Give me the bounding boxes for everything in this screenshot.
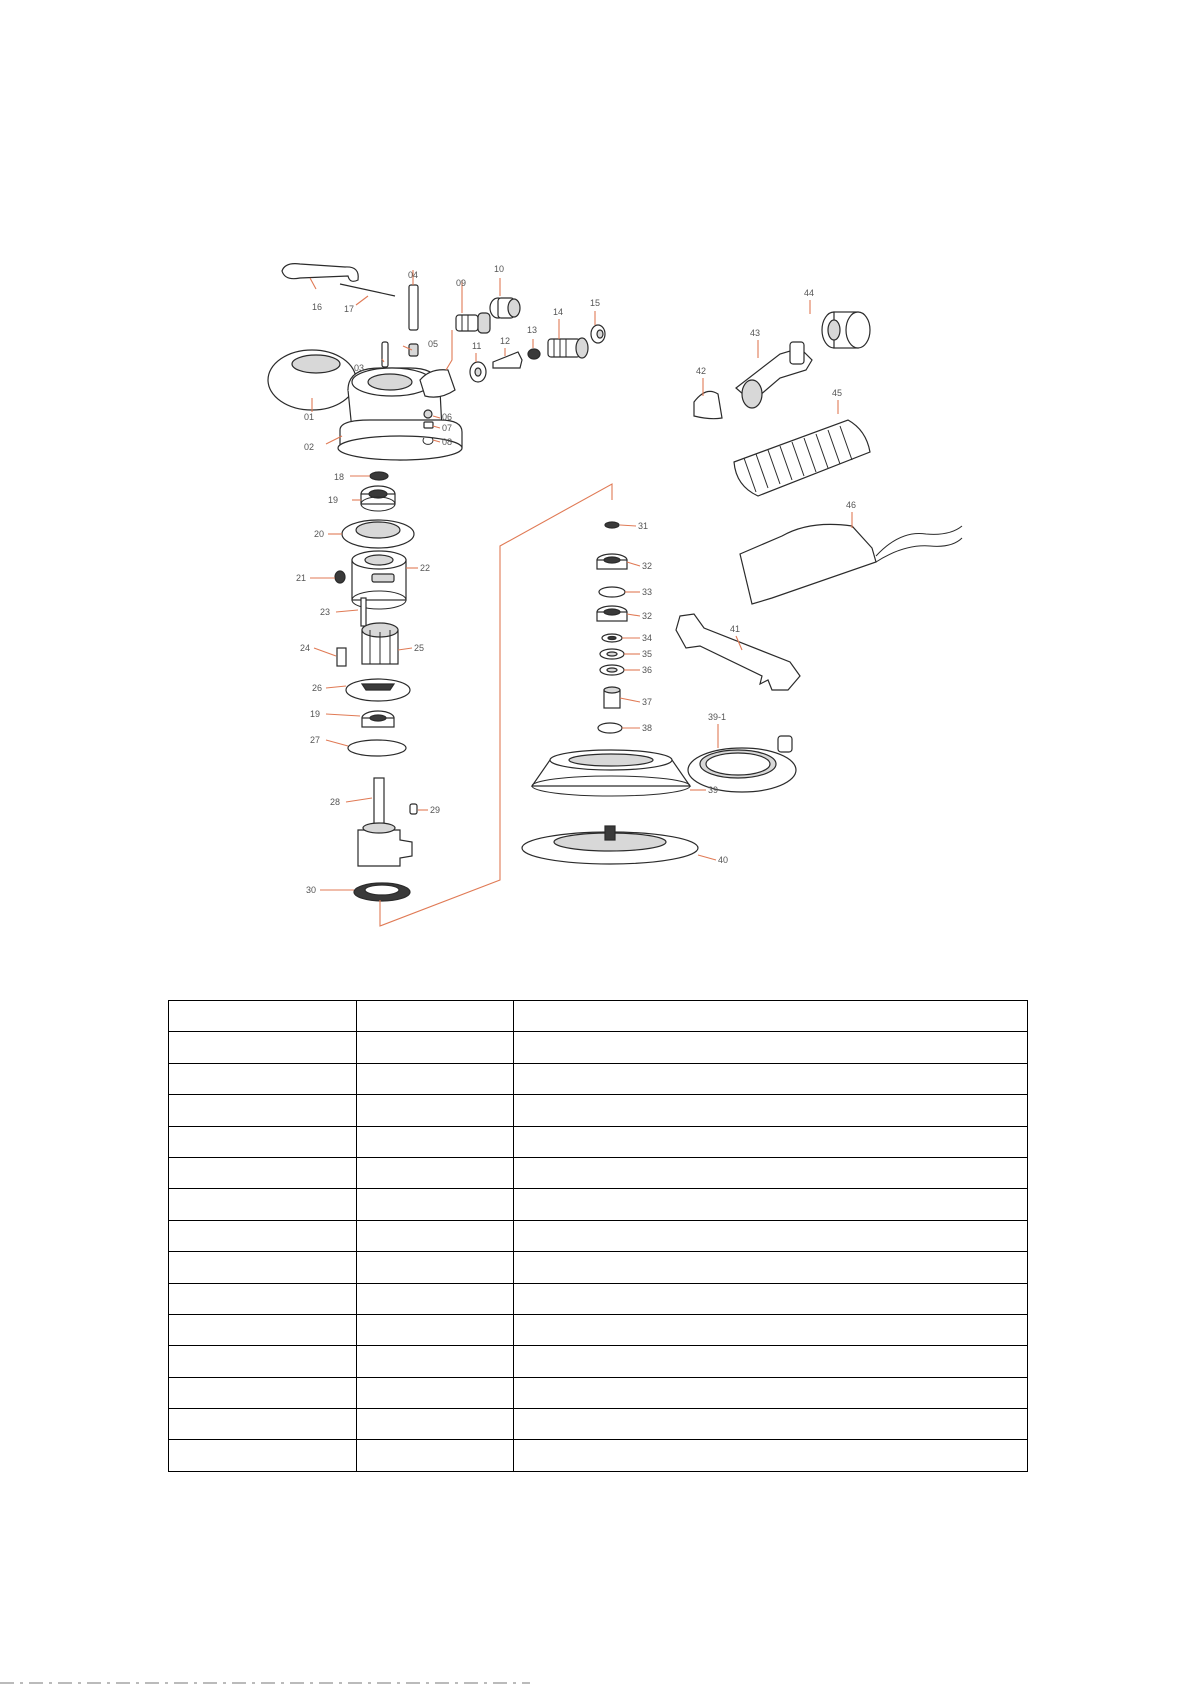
callout-07: 07 (442, 423, 453, 433)
callout-42: 42 (696, 366, 707, 376)
table-cell (357, 1377, 514, 1408)
part-cylinder (352, 551, 406, 609)
callout-12: 12 (500, 336, 511, 346)
part-ring-38 (598, 723, 622, 733)
callout-30: 30 (306, 885, 317, 895)
part-hose-cuff-44 (822, 312, 870, 348)
table-row (169, 1095, 1028, 1126)
part-regulator (548, 338, 588, 358)
table-cell (169, 1409, 357, 1440)
table-cell (357, 1346, 514, 1377)
callout-32b: 32 (642, 611, 653, 621)
table-row (169, 1283, 1028, 1314)
table-row (169, 1126, 1028, 1157)
table-cell (357, 1283, 514, 1314)
table-row (169, 1377, 1028, 1408)
part-small-pin (382, 342, 388, 367)
part-spindle-37 (604, 687, 620, 708)
table-cell (169, 1095, 357, 1126)
part-washer-36 (600, 665, 624, 675)
part-shroud-39-1 (688, 736, 796, 792)
callout-25: 25 (414, 643, 425, 653)
part-regulator-valve (493, 352, 522, 368)
callout-33: 33 (642, 587, 653, 597)
callout-24: 24 (300, 643, 311, 653)
callout-28: 28 (330, 797, 341, 807)
table-cell (169, 1157, 357, 1188)
part-dust-bag-46 (740, 524, 962, 604)
callout-32: 32 (642, 561, 653, 571)
table-row (169, 1252, 1028, 1283)
table-cell (357, 1252, 514, 1283)
table-cell (169, 1314, 357, 1345)
callout-14: 14 (553, 307, 564, 317)
table-cell (357, 1409, 514, 1440)
table-cell (514, 1126, 1028, 1157)
part-end-plate (342, 520, 414, 548)
table-cell (169, 1032, 357, 1063)
part-bearing-19-bottom (362, 711, 394, 727)
callout-09: 09 (456, 278, 467, 288)
table-cell (169, 1220, 357, 1251)
table-cell (169, 1001, 357, 1032)
part-06 (424, 410, 432, 418)
part-sanding-pad-40 (522, 826, 698, 864)
part-o-ring-33 (599, 587, 625, 597)
callout-20: 20 (314, 529, 325, 539)
table-cell (169, 1377, 357, 1408)
callout-11: 11 (472, 341, 482, 351)
callout-01: 01 (304, 412, 315, 422)
table-cell (169, 1063, 357, 1094)
callout-17: 17 (344, 304, 355, 314)
table-cell (514, 1314, 1028, 1345)
part-balancer-shaft (358, 778, 412, 866)
callout-46: 46 (846, 500, 857, 510)
table-row (169, 1314, 1028, 1345)
callout-43: 43 (750, 328, 761, 338)
part-circlip-31 (605, 522, 619, 528)
callout-31: 31 (638, 521, 649, 531)
part-o-ring-27 (348, 740, 406, 756)
part-lever-pin (340, 284, 395, 296)
table-row (169, 1440, 1028, 1471)
part-spring-13 (528, 349, 540, 359)
table-cell (514, 1157, 1028, 1188)
part-plug-15 (591, 325, 605, 343)
callout-38: 38 (642, 723, 653, 733)
part-bearing-32-top (597, 554, 627, 569)
part-inlet-bushing (456, 313, 490, 333)
bottom-scan-artifact (0, 1675, 1191, 1685)
callout-19: 19 (328, 495, 339, 505)
table-cell (514, 1220, 1028, 1251)
table-cell (514, 1189, 1028, 1220)
callout-34: 34 (642, 633, 653, 643)
part-rotor (362, 623, 398, 664)
callout-41: 41 (730, 624, 741, 634)
table-row (169, 1189, 1028, 1220)
callout-18: 18 (334, 472, 345, 482)
table-row (169, 1157, 1028, 1188)
callout-10: 10 (494, 264, 505, 274)
part-circlip-18 (370, 472, 388, 480)
table-cell (357, 1126, 514, 1157)
callout-45: 45 (832, 388, 843, 398)
table-cell (514, 1377, 1028, 1408)
callout-37: 37 (642, 697, 653, 707)
table-cell (169, 1252, 357, 1283)
callout-04: 04 (408, 270, 419, 280)
callout-16: 16 (312, 302, 323, 312)
part-07 (424, 422, 433, 428)
part-valve-stem (409, 285, 418, 330)
table-cell (169, 1283, 357, 1314)
part-bearing-32-bottom (597, 606, 627, 621)
callout-03: 03 (354, 363, 365, 373)
part-rotor-blade (337, 648, 346, 666)
callout-08: 08 (442, 437, 453, 447)
table-cell (169, 1189, 357, 1220)
part-key-29 (410, 804, 417, 814)
table-cell (514, 1409, 1028, 1440)
callout-13: 13 (527, 325, 538, 335)
callout-05: 05 (428, 339, 439, 349)
table-cell (357, 1189, 514, 1220)
callout-06: 06 (442, 412, 453, 422)
part-seal-ring-30 (354, 883, 410, 901)
callout-39: 39 (708, 785, 719, 795)
table-cell (357, 1440, 514, 1471)
table-row (169, 1001, 1028, 1032)
table-cell (357, 1001, 514, 1032)
callout-39-1: 39-1 (708, 712, 727, 722)
table-cell (514, 1252, 1028, 1283)
callout-02: 02 (304, 442, 315, 452)
callout-35: 35 (642, 649, 653, 659)
table-cell (169, 1126, 357, 1157)
callout-23: 23 (320, 607, 331, 617)
table-cell (514, 1063, 1028, 1094)
parts-list-table (168, 1000, 1028, 1472)
callout-19b: 19 (310, 709, 321, 719)
callout-29: 29 (430, 805, 441, 815)
part-dowel-pin (361, 598, 366, 626)
callout-36: 36 (642, 665, 653, 675)
part-bearing-19-top (361, 486, 395, 511)
part-valve-seat (409, 344, 418, 356)
part-hose-45 (734, 420, 870, 496)
table-cell (357, 1314, 514, 1345)
table-cell (357, 1157, 514, 1188)
table-cell (514, 1346, 1028, 1377)
callout-21: 21 (296, 573, 307, 583)
table-cell (514, 1032, 1028, 1063)
table-cell (169, 1346, 357, 1377)
table-row (169, 1346, 1028, 1377)
part-extractor-cap-42 (694, 391, 722, 418)
table-cell (357, 1220, 514, 1251)
table-cell (514, 1095, 1028, 1126)
part-rear-plate (346, 679, 410, 701)
table-cell (514, 1440, 1028, 1471)
part-inlet-nut (490, 298, 520, 318)
table-row (169, 1220, 1028, 1251)
part-pin-21 (335, 571, 345, 583)
table-cell (514, 1283, 1028, 1314)
callout-26: 26 (312, 683, 323, 693)
table-cell (357, 1063, 514, 1094)
table-cell (514, 1001, 1028, 1032)
table-cell (357, 1032, 514, 1063)
part-washer-11 (470, 362, 486, 382)
callout-15: 15 (590, 298, 601, 308)
parts-list-body (169, 1001, 1028, 1472)
table-cell (169, 1440, 357, 1471)
part-adapter-43 (736, 342, 812, 408)
callout-40: 40 (718, 855, 729, 865)
table-cell (357, 1095, 514, 1126)
part-washer-34 (602, 634, 622, 642)
table-row (169, 1063, 1028, 1094)
part-shroud-39 (532, 750, 690, 796)
table-row (169, 1032, 1028, 1063)
callout-22: 22 (420, 563, 431, 573)
table-row (169, 1409, 1028, 1440)
callout-27: 27 (310, 735, 321, 745)
part-washer-35 (600, 649, 624, 659)
part-lever (282, 264, 358, 282)
callout-44: 44 (804, 288, 815, 298)
